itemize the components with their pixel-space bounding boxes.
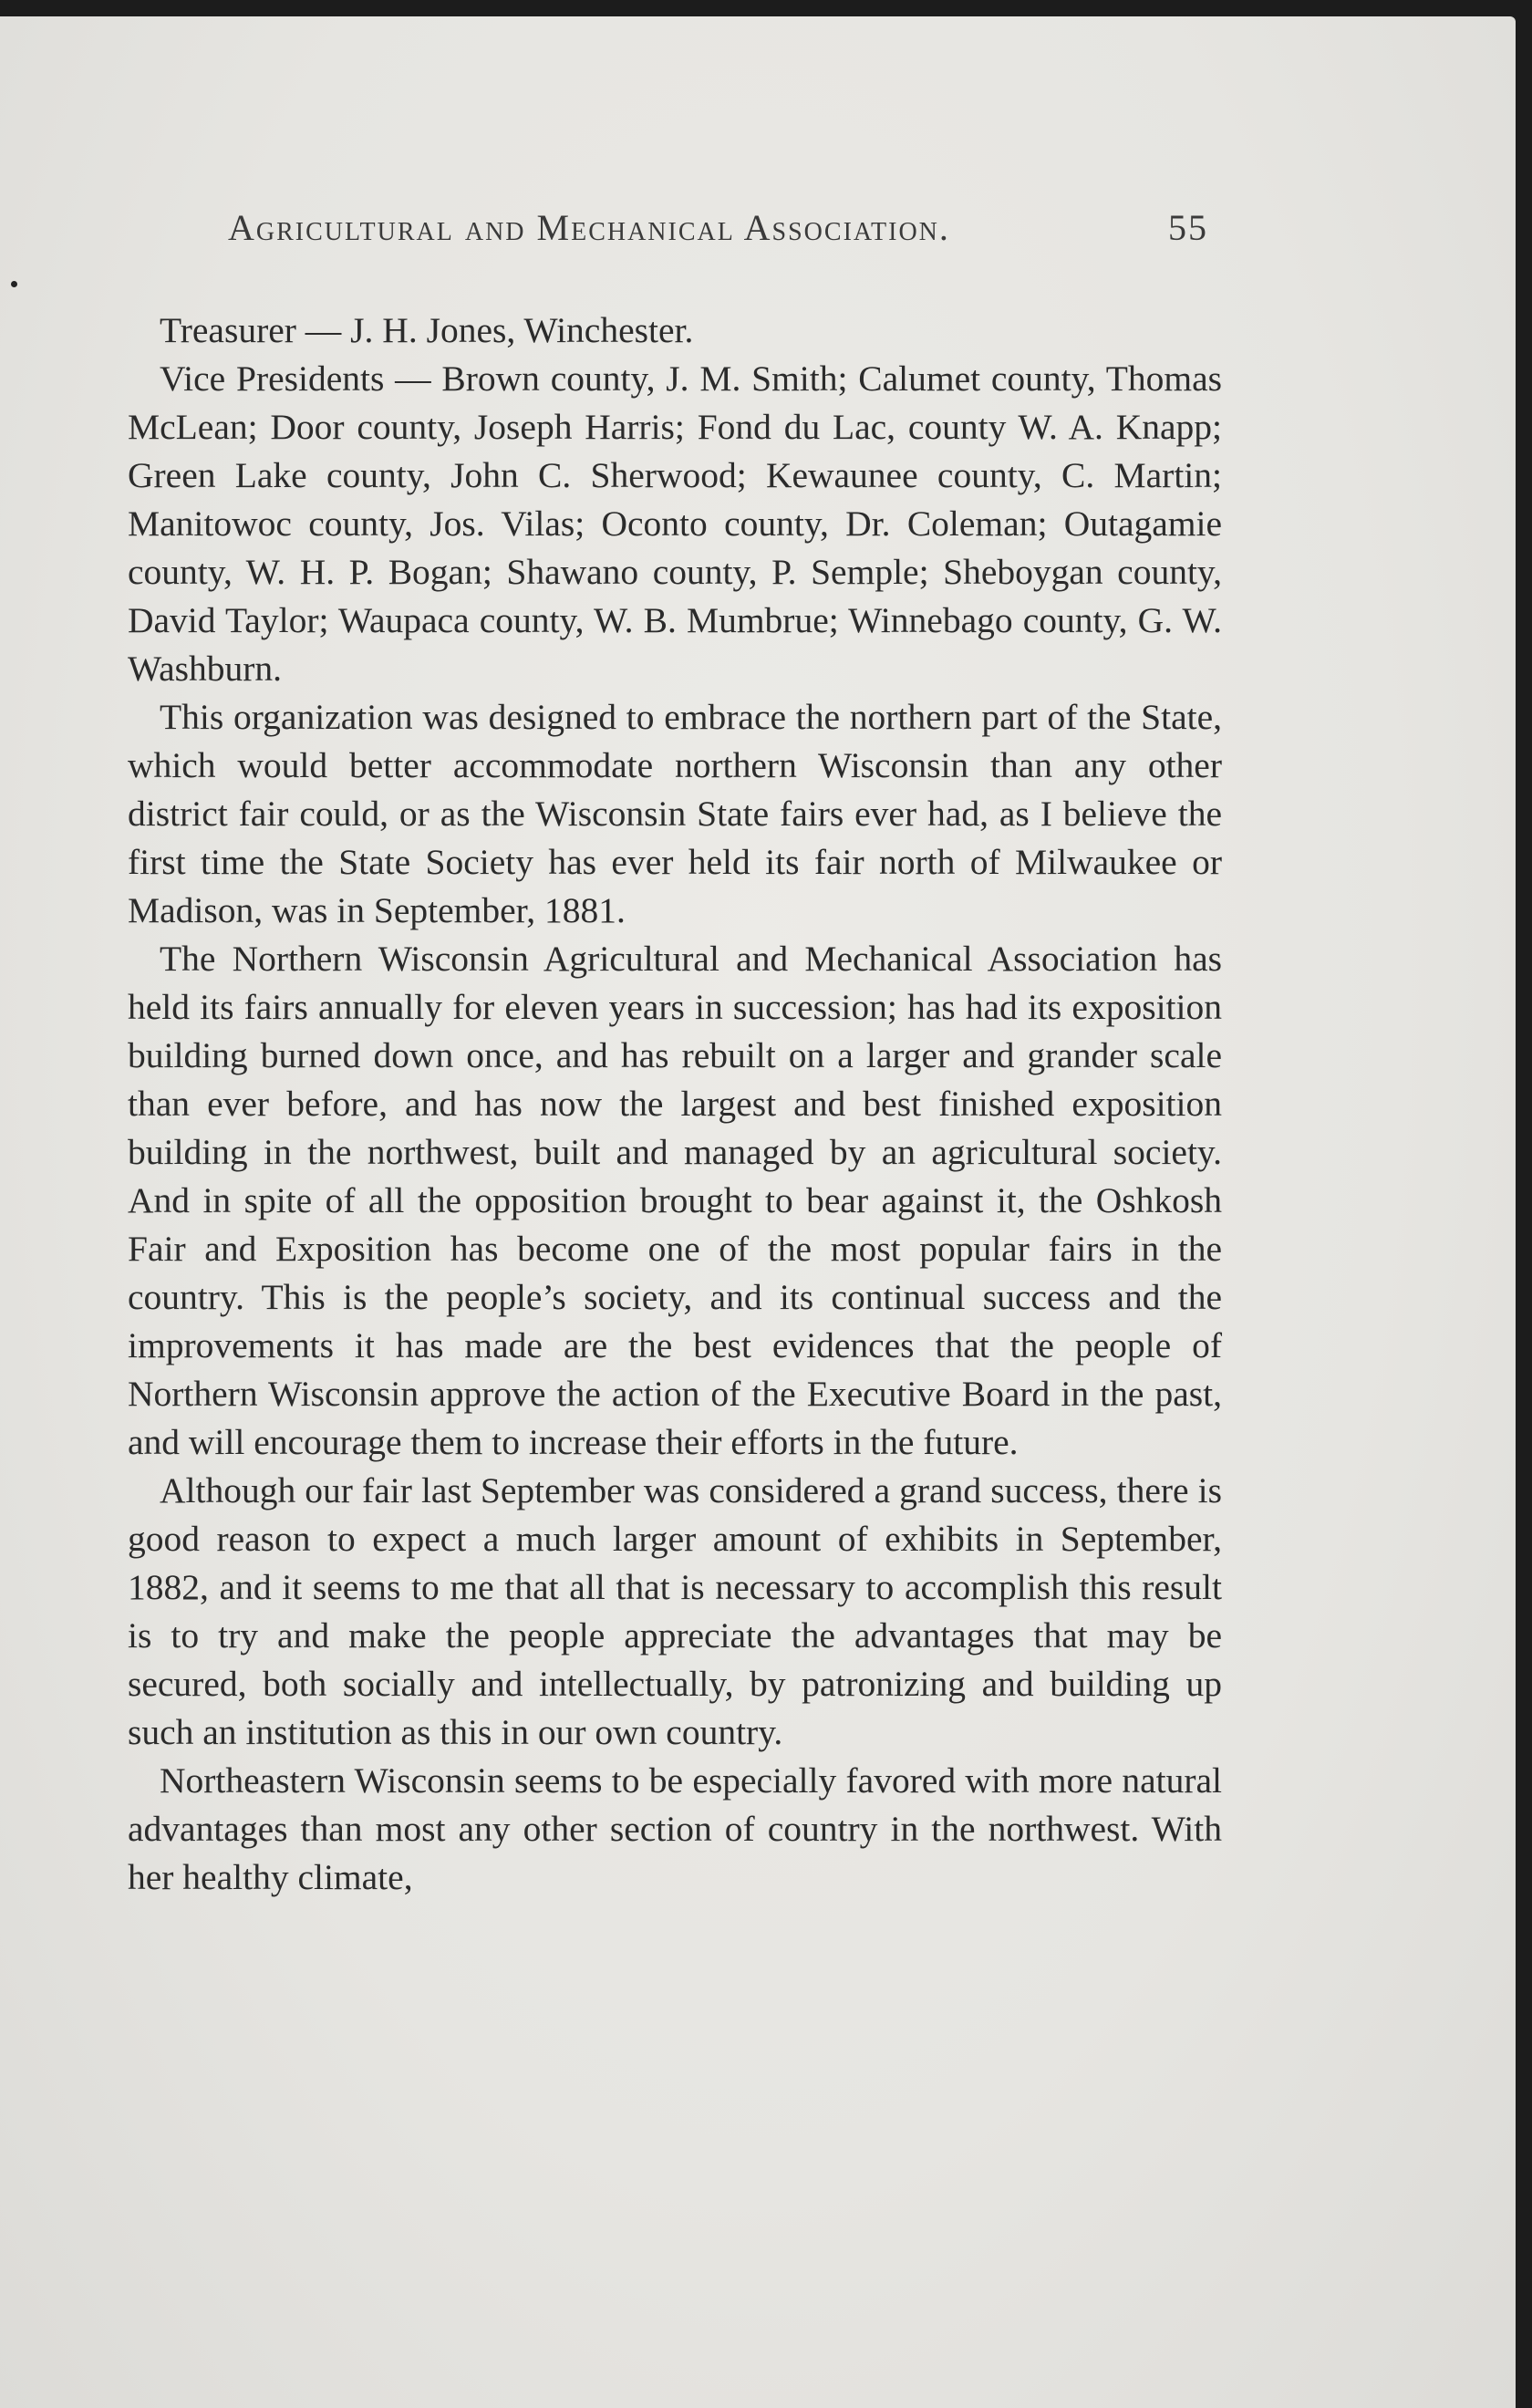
running-header-title: Agricultural and Mechanical Association. xyxy=(228,207,950,248)
paragraph-northeastern: Northeastern Wisconsin seems to be especially favored with more natural advantages than most any other section of country in the northwest. With her healthy climate, xyxy=(128,1760,1222,1897)
paragraph-organization: This organization was designed to embrace the northern part of the State, which would better accommodate northern Wisconsin than any other district fair could, or as the Wisconsin State fairs ever had, as I believe the first time the State Society has ever held its fair north of Milwaukee or Madison, was in September, 1881. xyxy=(128,697,1222,930)
book-page xyxy=(0,16,1516,2408)
paragraph-fair: Although our fair last September was considered a grand success, there is good reason to expect a much larger amount of exhibits in September, 1882, and it seems to me that all that is necessary to accomplish this result is to try and make the people appreciate the advantages that may be secured, both socially and intellectually, by patronizing and building up such an institution as this in our own country. xyxy=(128,1470,1222,1752)
paragraph-treasurer: Treasurer — J. H. Jones, Winchester. xyxy=(160,310,694,350)
paragraph-association: The Northern Wisconsin Agricultural and Mechanical Association has held its fairs annually for eleven years in succession; has had its exposition building burned down once, and has rebuilt on a larger and grander scale than ever before, and has now the largest and best finished exposition building in the northwest, built and managed by an agricultural society. And in spite of all the opposition brought to bear against it, the Oshkosh Fair and Exposition has become one of the most popular fairs in the country. This is the people’s society, and its continual success and the improvements it has made are the best evidences that the people of Northern Wisconsin approve the action of the Executive Board in the past, and will encourage them to increase their efforts in the future. xyxy=(128,939,1222,1462)
running-header xyxy=(228,206,1208,261)
body-text xyxy=(128,306,1222,1902)
paragraph-vice-presidents: Vice Presidents — Brown county, J. M. Smith; Calumet county, Thomas McLean; Door county, Joseph Harris; Fond du Lac, county W. A. Knapp; Green Lake county, John C. Sherwood; Kewaunee county, C. Martin; Manitowoc county, Jos. Vilas; Oconto county, Dr. Coleman; Outagamie county, W. H. P. Bogan; Shawano county, P. Semple; Sheboygan county, David Taylor; Waupaca county, W. B. Mumbrue; Winnebago county, G. W. Washburn. xyxy=(128,358,1222,689)
page-number: 55 xyxy=(1168,207,1208,248)
ink-speck xyxy=(11,281,17,287)
